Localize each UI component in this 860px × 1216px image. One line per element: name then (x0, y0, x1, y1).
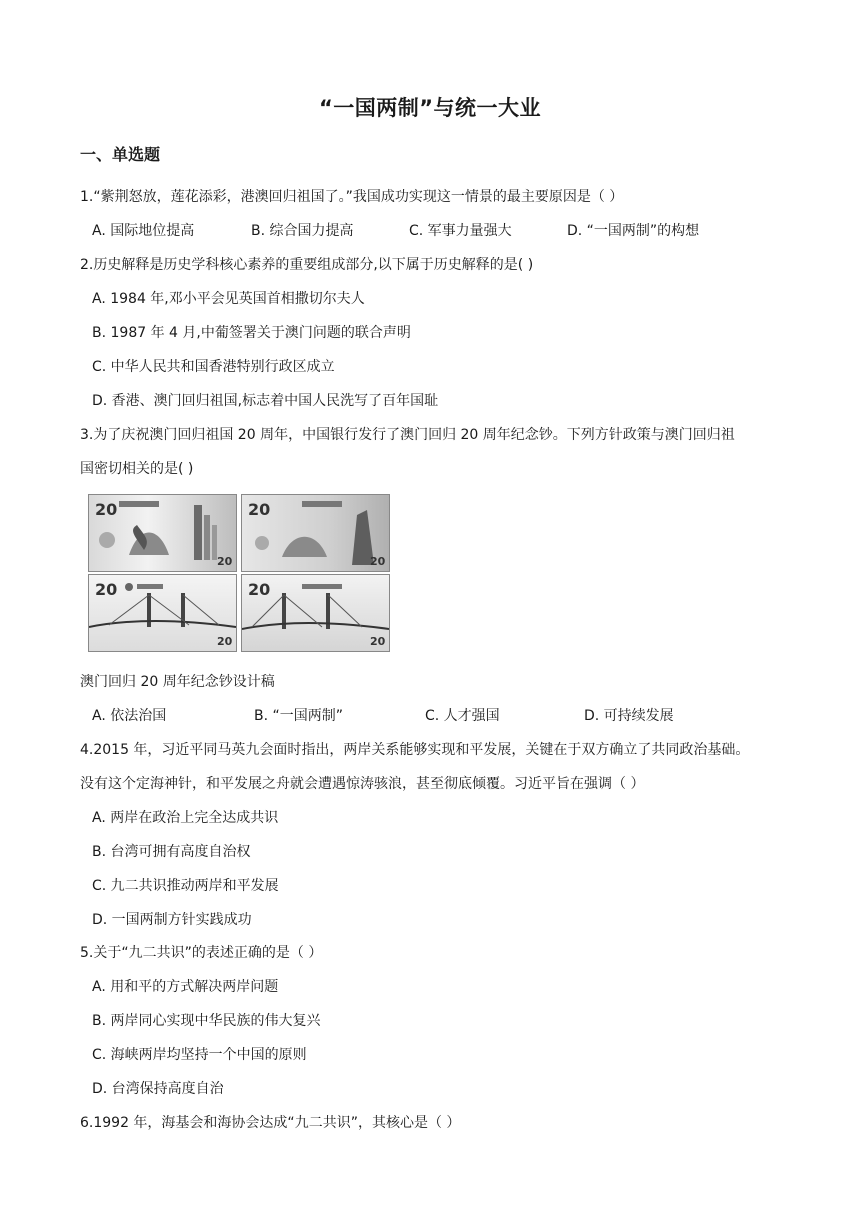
question-4-stem-continued: 没有这个定海神针，和平发展之舟就会遭遇惊涛骇浪，甚至彻底倾覆。习近平旨在强调（ ） (80, 776, 645, 792)
svg-text:20: 20 (370, 635, 386, 648)
question-5-option-c: C. 海峡两岸均坚持一个中国的原则 (92, 1047, 307, 1063)
banknote-back-left (88, 574, 237, 652)
question-4-stem: 4.2015 年，习近平同马英九会面时指出，两岸关系能够实现和平发展，关键在于双方确立了共同政治基础。 (80, 742, 750, 758)
question-2-stem: 2.历史解释是历史学科核心素养的重要组成部分,以下属于历史解释的是( ) (80, 257, 534, 273)
question-2-option-b: B. 1987 年 4 月,中葡签署关于澳门问题的联合声明 (92, 325, 411, 341)
question-5-option-b: B. 两岸同心实现中华民族的伟大复兴 (92, 1013, 321, 1029)
question-2-option-c: C. 中华人民共和国香港特别行政区成立 (92, 359, 335, 375)
section-heading: 一、单选题 (80, 145, 161, 164)
question-1-option-c: C. 军事力量强大 (409, 223, 512, 239)
svg-text:20: 20 (248, 500, 271, 519)
question-2-option-d: D. 香港、澳门回归祖国,标志着中国人民洗写了百年国耻 (92, 393, 439, 409)
svg-text:20: 20 (217, 555, 233, 568)
banknote-denomination: 20 (95, 500, 118, 519)
question-2-option-a: A. 1984 年,邓小平会见英国首相撒切尔夫人 (92, 291, 365, 307)
question-1-option-a: A. 国际地位提高 (92, 223, 195, 239)
question-3-option-b: B. “一国两制” (254, 708, 344, 724)
svg-text:20: 20 (248, 580, 271, 599)
question-4-option-b: B. 台湾可拥有高度自治权 (92, 844, 251, 860)
document-title: “一国两制”与统一大业 (318, 96, 542, 120)
banknote-front-left (88, 494, 237, 572)
question-4-option-c: C. 九二共识推动两岸和平发展 (92, 878, 279, 894)
question-3-stem-continued: 国密切相关的是( ) (80, 461, 194, 477)
banknote-front-right (241, 494, 390, 572)
question-4-option-d: D. 一国两制方针实践成功 (92, 912, 252, 928)
question-6-stem: 6.1992 年，海基会和海协会达成“九二共识”，其核心是（ ） (80, 1115, 461, 1131)
banknote-back-right (241, 574, 390, 652)
svg-text:20: 20 (370, 555, 386, 568)
question-1-stem: 1.“紫荆怒放，莲花添彩，港澳回归祖国了。”我国成功实现这一情景的最主要原因是（ ） (80, 189, 624, 205)
question-5-option-a: A. 用和平的方式解决两岸问题 (92, 979, 279, 995)
question-5-stem: 5.关于“九二共识”的表述正确的是（ ） (80, 945, 323, 961)
question-3-option-c: C. 人才强国 (425, 708, 500, 724)
question-1-option-d: D. “一国两制”的构想 (567, 223, 700, 239)
question-3-stem: 3.为了庆祝澳门回归祖国 20 周年，中国银行发行了澳门回归 20 周年纪念钞。下列方针政策与澳门回归祖 (80, 427, 735, 443)
question-1-option-b: B. 综合国力提高 (251, 223, 354, 239)
commemorative-banknotes-image (88, 494, 390, 650)
svg-text:20: 20 (95, 580, 118, 599)
question-4-option-a: A. 两岸在政治上完全达成共识 (92, 810, 279, 826)
image-caption: 澳门回归 20 周年纪念钞设计稿 (80, 674, 275, 690)
question-3-option-d: D. 可持续发展 (584, 708, 674, 724)
svg-text:20: 20 (217, 635, 233, 648)
question-5-option-d: D. 台湾保持高度自治 (92, 1081, 224, 1097)
question-3-option-a: A. 依法治国 (92, 708, 167, 724)
